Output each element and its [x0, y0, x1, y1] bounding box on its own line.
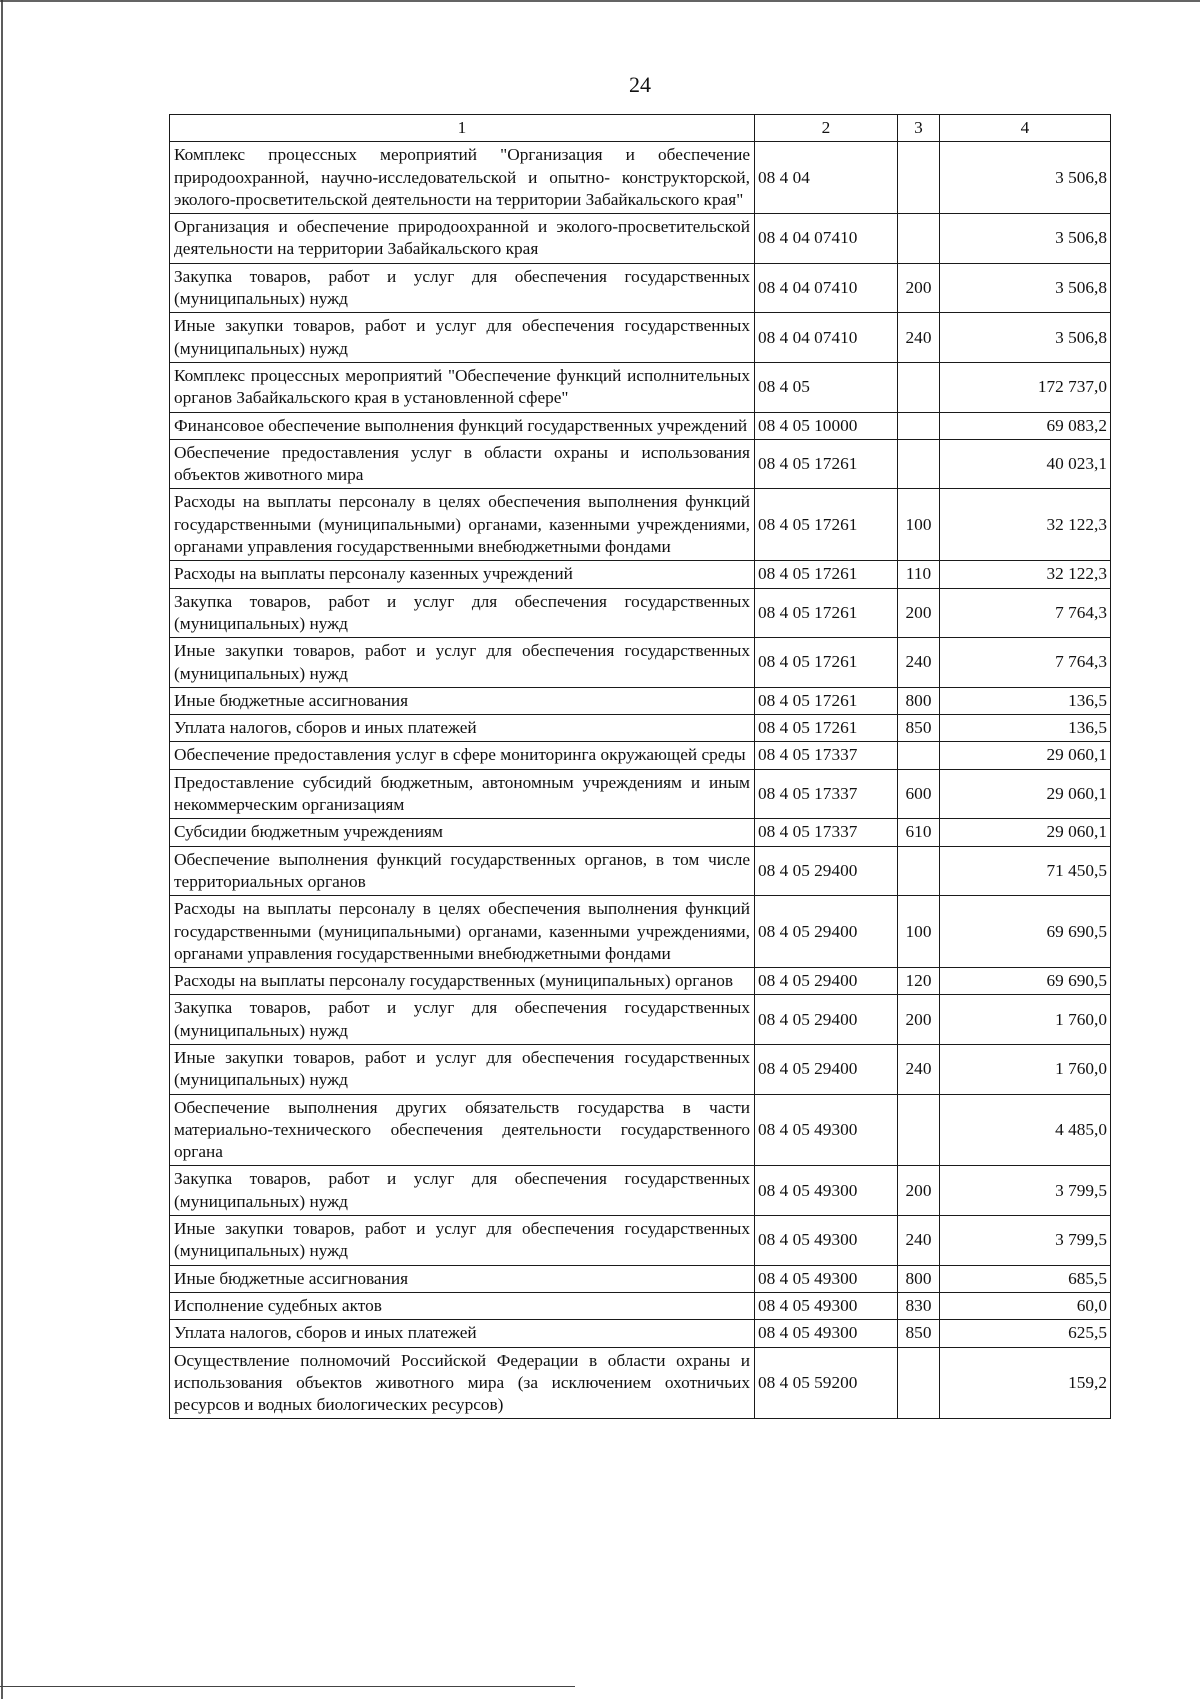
table-row — [170, 1166, 1111, 1216]
row-amount-cell: 60,0 — [940, 1292, 1111, 1319]
row-amount-cell: 3 506,8 — [940, 214, 1111, 264]
row-amount-cell: 69 690,5 — [940, 968, 1111, 995]
row-expense-type-cell: 200 — [898, 1166, 940, 1216]
row-code-cell: 08 4 05 29400 — [755, 1044, 898, 1094]
row-code-cell: 08 4 05 29400 — [755, 995, 898, 1045]
row-expense-type-cell: 240 — [898, 638, 940, 688]
table-row — [170, 638, 1111, 688]
column-header: 2 — [755, 115, 898, 142]
row-code-cell: 08 4 05 29400 — [755, 896, 898, 968]
row-name-cell: Обеспечение выполнения других обязательств государства в части материально-технического обеспечения деятельности государственного органа — [170, 1094, 755, 1166]
row-amount-cell: 4 485,0 — [940, 1094, 1111, 1166]
row-amount-cell: 136,5 — [940, 687, 1111, 714]
row-code-cell: 08 4 05 17337 — [755, 819, 898, 846]
table-row — [170, 313, 1111, 363]
row-amount-cell: 136,5 — [940, 715, 1111, 742]
row-name-cell: Иные закупки товаров, работ и услуг для обеспечения государственных (муниципальных) нужд — [170, 638, 755, 688]
row-expense-type-cell: 800 — [898, 687, 940, 714]
row-amount-cell: 159,2 — [940, 1347, 1111, 1419]
row-code-cell: 08 4 05 17337 — [755, 769, 898, 819]
row-code-cell: 08 4 05 29400 — [755, 968, 898, 995]
row-expense-type-cell: 240 — [898, 1216, 940, 1266]
row-amount-cell: 3 799,5 — [940, 1216, 1111, 1266]
row-name-cell: Расходы на выплаты персоналу в целях обеспечения выполнения функций государственными (муниципальными) органами, казенными учреждениями, органами управления государственными внебюджетными фондами — [170, 896, 755, 968]
table-row — [170, 896, 1111, 968]
table-row — [170, 995, 1111, 1045]
row-code-cell: 08 4 05 17261 — [755, 439, 898, 489]
row-code-cell: 08 4 05 49300 — [755, 1094, 898, 1166]
scan-border-bottom — [0, 1686, 575, 1687]
table-row — [170, 561, 1111, 588]
row-amount-cell: 29 060,1 — [940, 819, 1111, 846]
table-row — [170, 1292, 1111, 1319]
row-expense-type-cell: 200 — [898, 263, 940, 313]
row-code-cell: 08 4 05 10000 — [755, 412, 898, 439]
row-code-cell: 08 4 05 17261 — [755, 715, 898, 742]
row-expense-type-cell — [898, 846, 940, 896]
row-expense-type-cell — [898, 142, 940, 214]
table-row — [170, 1320, 1111, 1347]
row-amount-cell: 7 764,3 — [940, 638, 1111, 688]
table-row — [170, 412, 1111, 439]
scan-border-top — [0, 0, 1200, 5]
column-header: 4 — [940, 115, 1111, 142]
row-expense-type-cell: 200 — [898, 995, 940, 1045]
row-name-cell: Иные закупки товаров, работ и услуг для обеспечения государственных (муниципальных) нужд — [170, 1216, 755, 1266]
row-name-cell: Закупка товаров, работ и услуг для обеспечения государственных (муниципальных) нужд — [170, 1166, 755, 1216]
row-expense-type-cell: 850 — [898, 715, 940, 742]
row-name-cell: Закупка товаров, работ и услуг для обеспечения государственных (муниципальных) нужд — [170, 995, 755, 1045]
row-amount-cell: 7 764,3 — [940, 588, 1111, 638]
row-name-cell: Иные закупки товаров, работ и услуг для обеспечения государственных (муниципальных) нужд — [170, 1044, 755, 1094]
row-amount-cell: 3 506,8 — [940, 263, 1111, 313]
row-name-cell: Иные закупки товаров, работ и услуг для обеспечения государственных (муниципальных) нужд — [170, 313, 755, 363]
table-header-row — [170, 115, 1111, 142]
table-row — [170, 769, 1111, 819]
row-code-cell: 08 4 05 17261 — [755, 561, 898, 588]
row-amount-cell: 69 690,5 — [940, 896, 1111, 968]
row-code-cell: 08 4 05 17261 — [755, 588, 898, 638]
table-row — [170, 362, 1111, 412]
table-row — [170, 1347, 1111, 1419]
row-name-cell: Комплекс процессных мероприятий "Обеспечение функций исполнительных органов Забайкальского края в установленной сфере" — [170, 362, 755, 412]
table-row — [170, 715, 1111, 742]
row-code-cell: 08 4 05 49300 — [755, 1320, 898, 1347]
row-name-cell: Осуществление полномочий Российской Федерации в области охраны и использования объектов животного мира (за исключением охотничьих ресурсов и водных биологических ресурсов) — [170, 1347, 755, 1419]
row-amount-cell: 172 737,0 — [940, 362, 1111, 412]
table-row — [170, 968, 1111, 995]
row-expense-type-cell — [898, 1094, 940, 1166]
row-code-cell: 08 4 05 17261 — [755, 687, 898, 714]
row-code-cell: 08 4 04 — [755, 142, 898, 214]
table-row — [170, 846, 1111, 896]
row-amount-cell: 3 506,8 — [940, 142, 1111, 214]
row-name-cell: Закупка товаров, работ и услуг для обеспечения государственных (муниципальных) нужд — [170, 263, 755, 313]
row-code-cell: 08 4 04 07410 — [755, 263, 898, 313]
row-name-cell: Расходы на выплаты персоналу в целях обеспечения выполнения функций государственными (муниципальными) органами, казенными учреждениями, органами управления государственными внебюджетными фондами — [170, 489, 755, 561]
row-amount-cell: 625,5 — [940, 1320, 1111, 1347]
table-row — [170, 1094, 1111, 1166]
row-amount-cell: 685,5 — [940, 1265, 1111, 1292]
row-name-cell: Обеспечение предоставления услуг в области охраны и использования объектов животного мира — [170, 439, 755, 489]
row-name-cell: Субсидии бюджетным учреждениям — [170, 819, 755, 846]
column-header: 1 — [170, 115, 755, 142]
row-expense-type-cell: 120 — [898, 968, 940, 995]
table-row — [170, 742, 1111, 769]
row-amount-cell: 29 060,1 — [940, 742, 1111, 769]
row-expense-type-cell: 610 — [898, 819, 940, 846]
row-name-cell: Расходы на выплаты персоналу казенных учреждений — [170, 561, 755, 588]
table-row — [170, 1216, 1111, 1266]
table-row — [170, 214, 1111, 264]
column-header: 3 — [898, 115, 940, 142]
budget-table — [169, 114, 1111, 1419]
row-code-cell: 08 4 05 59200 — [755, 1347, 898, 1419]
table-row — [170, 439, 1111, 489]
row-expense-type-cell: 850 — [898, 1320, 940, 1347]
row-code-cell: 08 4 05 17261 — [755, 489, 898, 561]
row-expense-type-cell: 100 — [898, 896, 940, 968]
row-name-cell: Финансовое обеспечение выполнения функций государственных учреждений — [170, 412, 755, 439]
row-amount-cell: 1 760,0 — [940, 1044, 1111, 1094]
row-amount-cell: 69 083,2 — [940, 412, 1111, 439]
row-code-cell: 08 4 05 — [755, 362, 898, 412]
row-amount-cell: 29 060,1 — [940, 769, 1111, 819]
row-code-cell: 08 4 04 07410 — [755, 214, 898, 264]
row-name-cell: Уплата налогов, сборов и иных платежей — [170, 1320, 755, 1347]
row-name-cell: Закупка товаров, работ и услуг для обеспечения государственных (муниципальных) нужд — [170, 588, 755, 638]
row-expense-type-cell: 800 — [898, 1265, 940, 1292]
row-name-cell: Обеспечение предоставления услуг в сфере мониторинга окружающей среды — [170, 742, 755, 769]
row-code-cell: 08 4 04 07410 — [755, 313, 898, 363]
row-amount-cell: 71 450,5 — [940, 846, 1111, 896]
row-expense-type-cell: 240 — [898, 1044, 940, 1094]
row-expense-type-cell — [898, 412, 940, 439]
table-row — [170, 687, 1111, 714]
row-expense-type-cell — [898, 362, 940, 412]
table-row — [170, 142, 1111, 214]
table-row — [170, 588, 1111, 638]
row-code-cell: 08 4 05 29400 — [755, 846, 898, 896]
row-expense-type-cell — [898, 742, 940, 769]
row-name-cell: Обеспечение выполнения функций государственных органов, в том числе территориальных органов — [170, 846, 755, 896]
table-row — [170, 489, 1111, 561]
row-expense-type-cell — [898, 214, 940, 264]
row-code-cell: 08 4 05 17261 — [755, 638, 898, 688]
page-number: 24 — [629, 72, 651, 97]
row-name-cell: Исполнение судебных актов — [170, 1292, 755, 1319]
row-amount-cell: 3 799,5 — [940, 1166, 1111, 1216]
row-amount-cell: 3 506,8 — [940, 313, 1111, 363]
table-row — [170, 263, 1111, 313]
row-expense-type-cell — [898, 1347, 940, 1419]
row-name-cell: Расходы на выплаты персоналу государственных (муниципальных) органов — [170, 968, 755, 995]
scan-border-left — [1, 0, 3, 1699]
row-expense-type-cell: 100 — [898, 489, 940, 561]
row-expense-type-cell: 240 — [898, 313, 940, 363]
row-name-cell: Организация и обеспечение природоохранной и эколого-просветительской деятельности на территории Забайкальского края — [170, 214, 755, 264]
table-row — [170, 1265, 1111, 1292]
row-code-cell: 08 4 05 49300 — [755, 1292, 898, 1319]
table-row — [170, 819, 1111, 846]
row-code-cell: 08 4 05 17337 — [755, 742, 898, 769]
row-expense-type-cell: 600 — [898, 769, 940, 819]
row-code-cell: 08 4 05 49300 — [755, 1166, 898, 1216]
row-expense-type-cell: 200 — [898, 588, 940, 638]
table-body — [170, 115, 1111, 1419]
row-amount-cell: 32 122,3 — [940, 489, 1111, 561]
row-amount-cell: 40 023,1 — [940, 439, 1111, 489]
row-name-cell: Иные бюджетные ассигнования — [170, 1265, 755, 1292]
row-expense-type-cell: 110 — [898, 561, 940, 588]
row-name-cell: Уплата налогов, сборов и иных платежей — [170, 715, 755, 742]
row-amount-cell: 32 122,3 — [940, 561, 1111, 588]
row-name-cell: Иные бюджетные ассигнования — [170, 687, 755, 714]
row-code-cell: 08 4 05 49300 — [755, 1216, 898, 1266]
row-amount-cell: 1 760,0 — [940, 995, 1111, 1045]
row-expense-type-cell: 830 — [898, 1292, 940, 1319]
row-expense-type-cell — [898, 439, 940, 489]
row-name-cell: Комплекс процессных мероприятий "Организация и обеспечение природоохранной, научно-исследовательской и опытно- конструкторской, эколого-просветительской деятельности на территории Забайкальского края" — [170, 142, 755, 214]
row-name-cell: Предоставление субсидий бюджетным, автономным учреждениям и иным некоммерческим организациям — [170, 769, 755, 819]
row-code-cell: 08 4 05 49300 — [755, 1265, 898, 1292]
table-row — [170, 1044, 1111, 1094]
